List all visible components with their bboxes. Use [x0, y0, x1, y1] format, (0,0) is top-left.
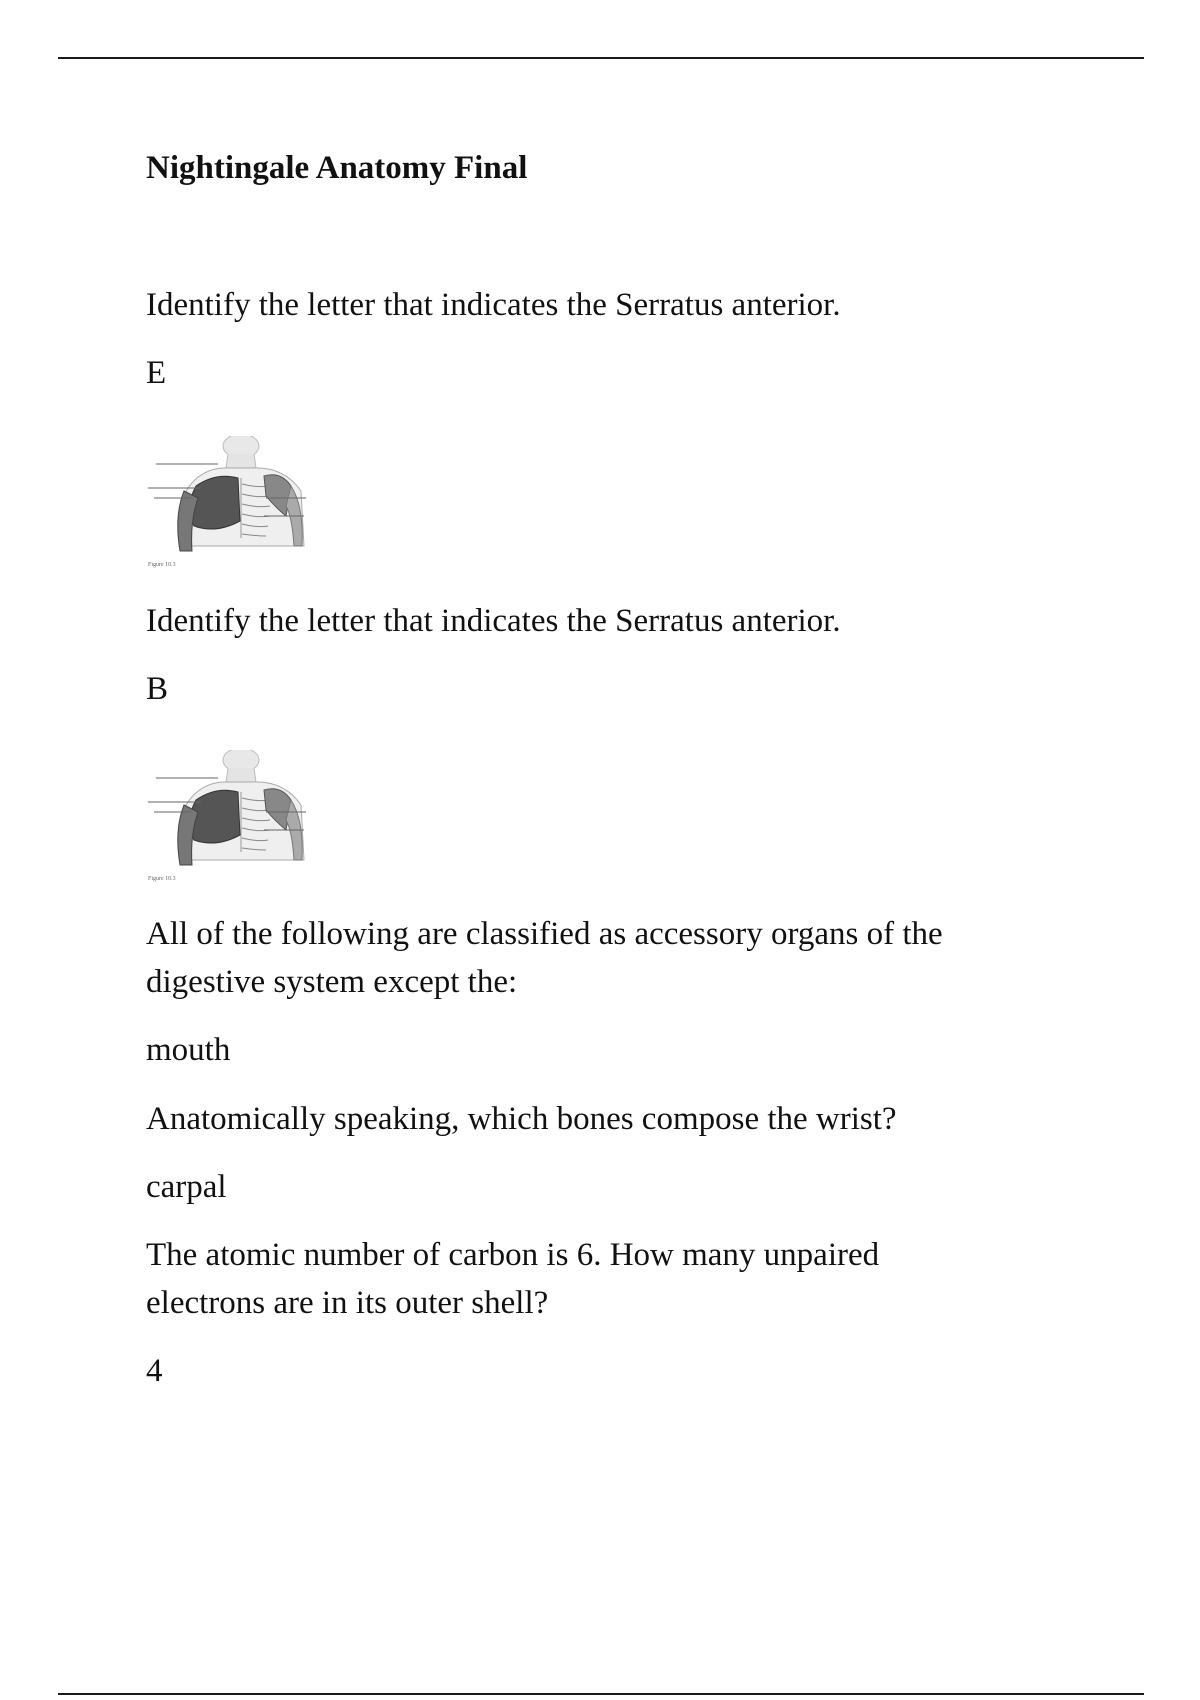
question-2: Identify the letter that indicates the Serratus anterior. [146, 603, 841, 639]
question-3: All of the following are classified as accessory organs of the digestive system except the: [146, 916, 943, 1000]
anatomy-figure-2 [146, 750, 321, 885]
answer-3: mouth [146, 1032, 231, 1068]
question-1: Identify the letter that indicates the Serratus anterior. [146, 287, 841, 323]
header-rule [58, 57, 1144, 59]
answer-5: 4 [146, 1353, 163, 1389]
answer-4: carpal [146, 1169, 227, 1205]
anatomy-chest-muscles-icon [146, 436, 321, 571]
svg-text:Figure 10.3: Figure 10.3 [148, 876, 176, 882]
anatomy-figure-1 [146, 436, 321, 571]
footer-rule [58, 1693, 1144, 1695]
question-5: The atomic number of carbon is 6. How many unpaired electrons are in its outer shell? [146, 1237, 880, 1321]
answer-2: B [146, 671, 169, 707]
page-title: Nightingale Anatomy Final [146, 150, 528, 186]
answer-1: E [146, 355, 167, 391]
question-4: Anatomically speaking, which bones compose the wrist? [146, 1101, 897, 1137]
anatomy-chest-muscles-icon [146, 750, 321, 885]
svg-text:Figure 10.3: Figure 10.3 [148, 562, 176, 568]
